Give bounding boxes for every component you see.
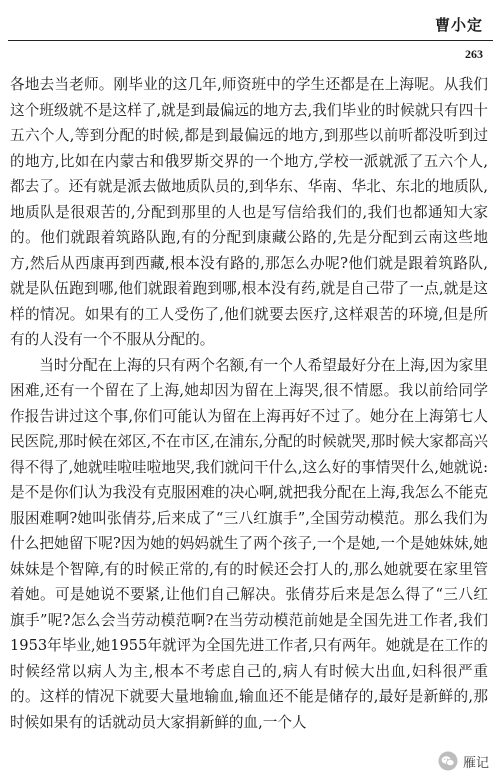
wechat-icon bbox=[438, 751, 458, 771]
running-title: 曹小定 bbox=[434, 16, 483, 34]
paragraph-continuation: 各地去当老师。刚毕业的这几年,师资班中的学生还都是在上海呢。从我们这个班级就不是这样了,就是到最偏远的地方去,我们毕业的时候就只有四十五六个人,等到分配的时候,都是到最偏远的地方,到那些以前听都没听到过的地方,比如在内蒙古和俄罗斯交界的一个地方,学校一派就派了五六个人,都去了。还有就是派去做地质队员的,到华东、华南、华北、东北的地质队,地质队是很艰苦的,分配到那里的人也是写信给我们的,我们也都通知大家的。他们就跟着筑路队跑,有的分配到康藏公路的,先是分配到云南这些地方,然后从西康再到西藏,根本没有路的,那怎么办呢?他们就是跟着筑路队,就是队伍跑到哪,他们就跟着跑到哪,根本没有药,就是自己带了一点,就是这样的情况。如果有的工人受伤了,他们就要去医疗,这样艰苦的环境,但是所有的人没有一个不服从分配的。 bbox=[10, 76, 488, 348]
paragraph: 当时分配在上海的只有两个名额,有一个人希望最好分在上海,因为家里困难,还有一个留在了上海,她却因为留在上海哭,很不情愿。我以前给同学作报告讲过这个事,你们可能认为留在上海再好不过了。她分在上海第七人民医院,那时候在郊区,不在市区,在浦东,分配的时候就哭,那时候大家都高兴得不得了,她就哇啦哇啦地哭,我们就问干什么,这么好的事情哭什么,她就说:是不是你们认为我没有克服困难的决心啊,就把我分配在上海,我怎么不能克服困难啊?她叫张倩芬,后来成了“三八红旗手”,全国劳动模范。那么我们为什么把她留下呢?因为她的妈妈就生了两个孩子,一个是她,一个是她妹妹,她妹妹是个智障,有的时候正常的,有的时候还会打人的,那么她就要在家里管着她。可是她说不要紧,让他们自己解决。张倩芬后来是怎么得了“三八红旗手”呢?怎么会当劳动模范啊?在当劳动模范前她是全国先进工作者,我们1953年毕业,她1955年就评为全国先进工作者,只有两年。她就是在工作的时候经常以病人为主,根本不考虑自己的,病人有时候大出血,妇科很严重的。这样的情况下就要大量地输血,输血还不能是储存的,最好是新鲜的,那时候如果有的话就动员大家捐新鲜的血,一个人 bbox=[10, 356, 488, 731]
running-head bbox=[435, 14, 483, 35]
watermark-label: 雁记 bbox=[462, 755, 489, 771]
body-text bbox=[10, 72, 488, 735]
header-rule bbox=[8, 40, 493, 41]
wechat-watermark bbox=[434, 749, 493, 773]
page-number: 263 bbox=[465, 47, 483, 61]
